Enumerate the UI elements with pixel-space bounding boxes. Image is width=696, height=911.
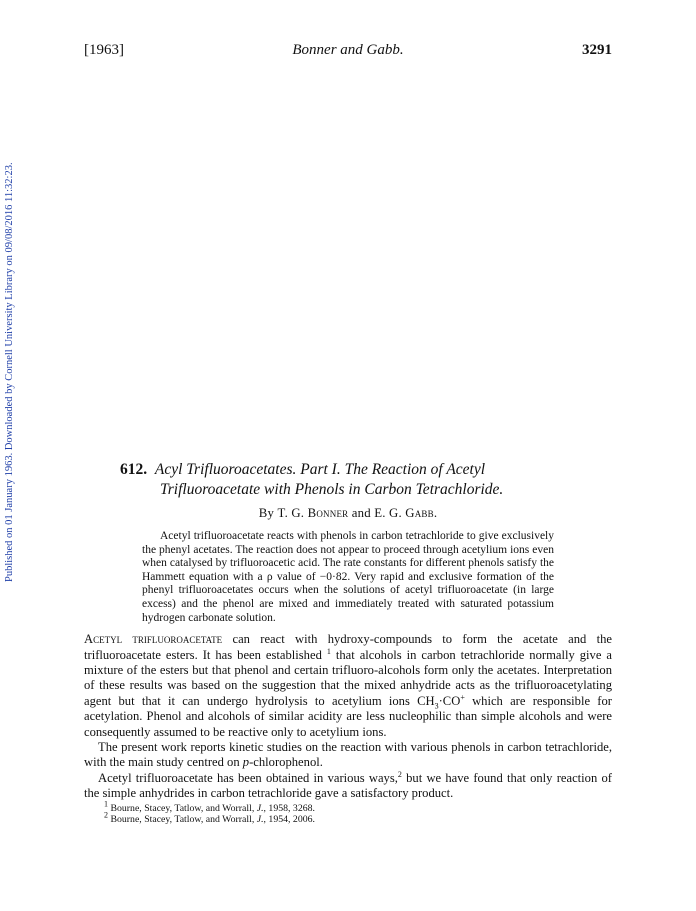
footnote-details: , 1954, 2006. [263,814,315,826]
footnotes [104,799,612,826]
running-authors: Bonner and Gabb. [292,42,404,58]
para1-text-c: which are responsible for acetylation. Phenol and alcohols of similar acidity are less nucleophilic than simple alcohols and were consequently assumed to be reactive only to acetylium ions. [84,693,612,739]
footnote-journal: J. [256,802,264,814]
subscript-3: 3 [434,701,439,711]
byline-and: and [351,506,371,520]
footnote-journal: J. [256,814,264,826]
footnote-details: , 1958, 3268. [263,802,315,814]
byline-by: By [258,506,275,520]
footnote-authors: Bourne, Stacey, Tatlow, and Worrall, [110,814,255,826]
title-line-2: Trifluoroacetate with Phenols in Carbon Tetrachloride. [160,481,504,498]
lead-words: Acetyl trifluoroacetate [84,632,223,647]
page-header [84,42,612,62]
byline [84,506,612,521]
para-prefix: p [242,755,250,770]
reference-1: 1 [326,646,331,656]
article-title [84,460,612,500]
acyl-group: ·CO [438,693,461,708]
paragraph-3 [84,771,612,802]
para1-text-a: can react with hydroxy-compounds to form the acetate and the trifluoroacetate esters. It has been established [84,632,613,662]
author-2: E. G. Gabb. [374,506,438,520]
author-1: T. G. Bonner [277,506,349,520]
body-text [84,632,612,801]
paragraph-2 [84,740,612,771]
charge-plus: + [460,692,465,702]
footnote [104,810,612,826]
page-number: 3291 [582,42,612,58]
para2-text-b: -chlorophenol. [249,755,323,770]
para3-text-a: Acetyl trifluoroacetate has been obtained in various ways, [98,770,398,785]
footnote-authors: Bourne, Stacey, Tatlow, and Worrall, [110,802,255,814]
footnote-number: 1 [104,799,108,809]
article [84,460,612,826]
paragraph-1 [84,632,612,740]
journal-year: [1963] [84,42,124,58]
title-text-1: Acyl Trifluoroacetates. Part I. The Reaction of Acetyl [154,461,486,478]
para3-text-b: but we have found that only reaction of the simple anhydrides in carbon tetrachloride gave a satisfactory product. [84,770,612,801]
footnote-number: 2 [104,810,108,820]
download-notice: Published on 01 January 1963. Downloaded by Cornell University Library on 09/08/2016 11:32:23. [4,162,15,582]
abstract: Acetyl trifluoroacetate reacts with phenols in carbon tetrachloride to give exclusively the phenyl acetates. The reaction does not appear to proceed through acetylium ions even when catalysed by trifluoroacetic acid. The rate constants for different phenols satisfy the Hammett equation with a ρ value of −0·82. Very rapid and exclusive formation of the phenyl trifluoroacetates occurs when the solutions of acetyl trifluoroacetate (in large excess) and the phenol are mixed and immediately treated with saturated potassium hydrogen carbonate solution. [142,530,554,624]
footnote [104,799,612,815]
article-number: 612. [120,461,148,478]
reference-2: 2 [397,769,402,779]
para2-text-a: The present work reports kinetic studies on the reaction with various phenols in carbon tetrachloride, with the main study centred on [84,740,612,770]
para1-text-b: that alcohols in carbon tetrachloride normally give a mixture of the esters but that phenol and certain trifluoro-alcohols form only the acetates. Interpretation of these results was based on the suggestion that the mixed anhydride acts as the trifluoroacetylating agent but that it can undergo hydrolysis to acetylium ions CH [84,647,612,708]
title-line-1 [84,460,612,480]
